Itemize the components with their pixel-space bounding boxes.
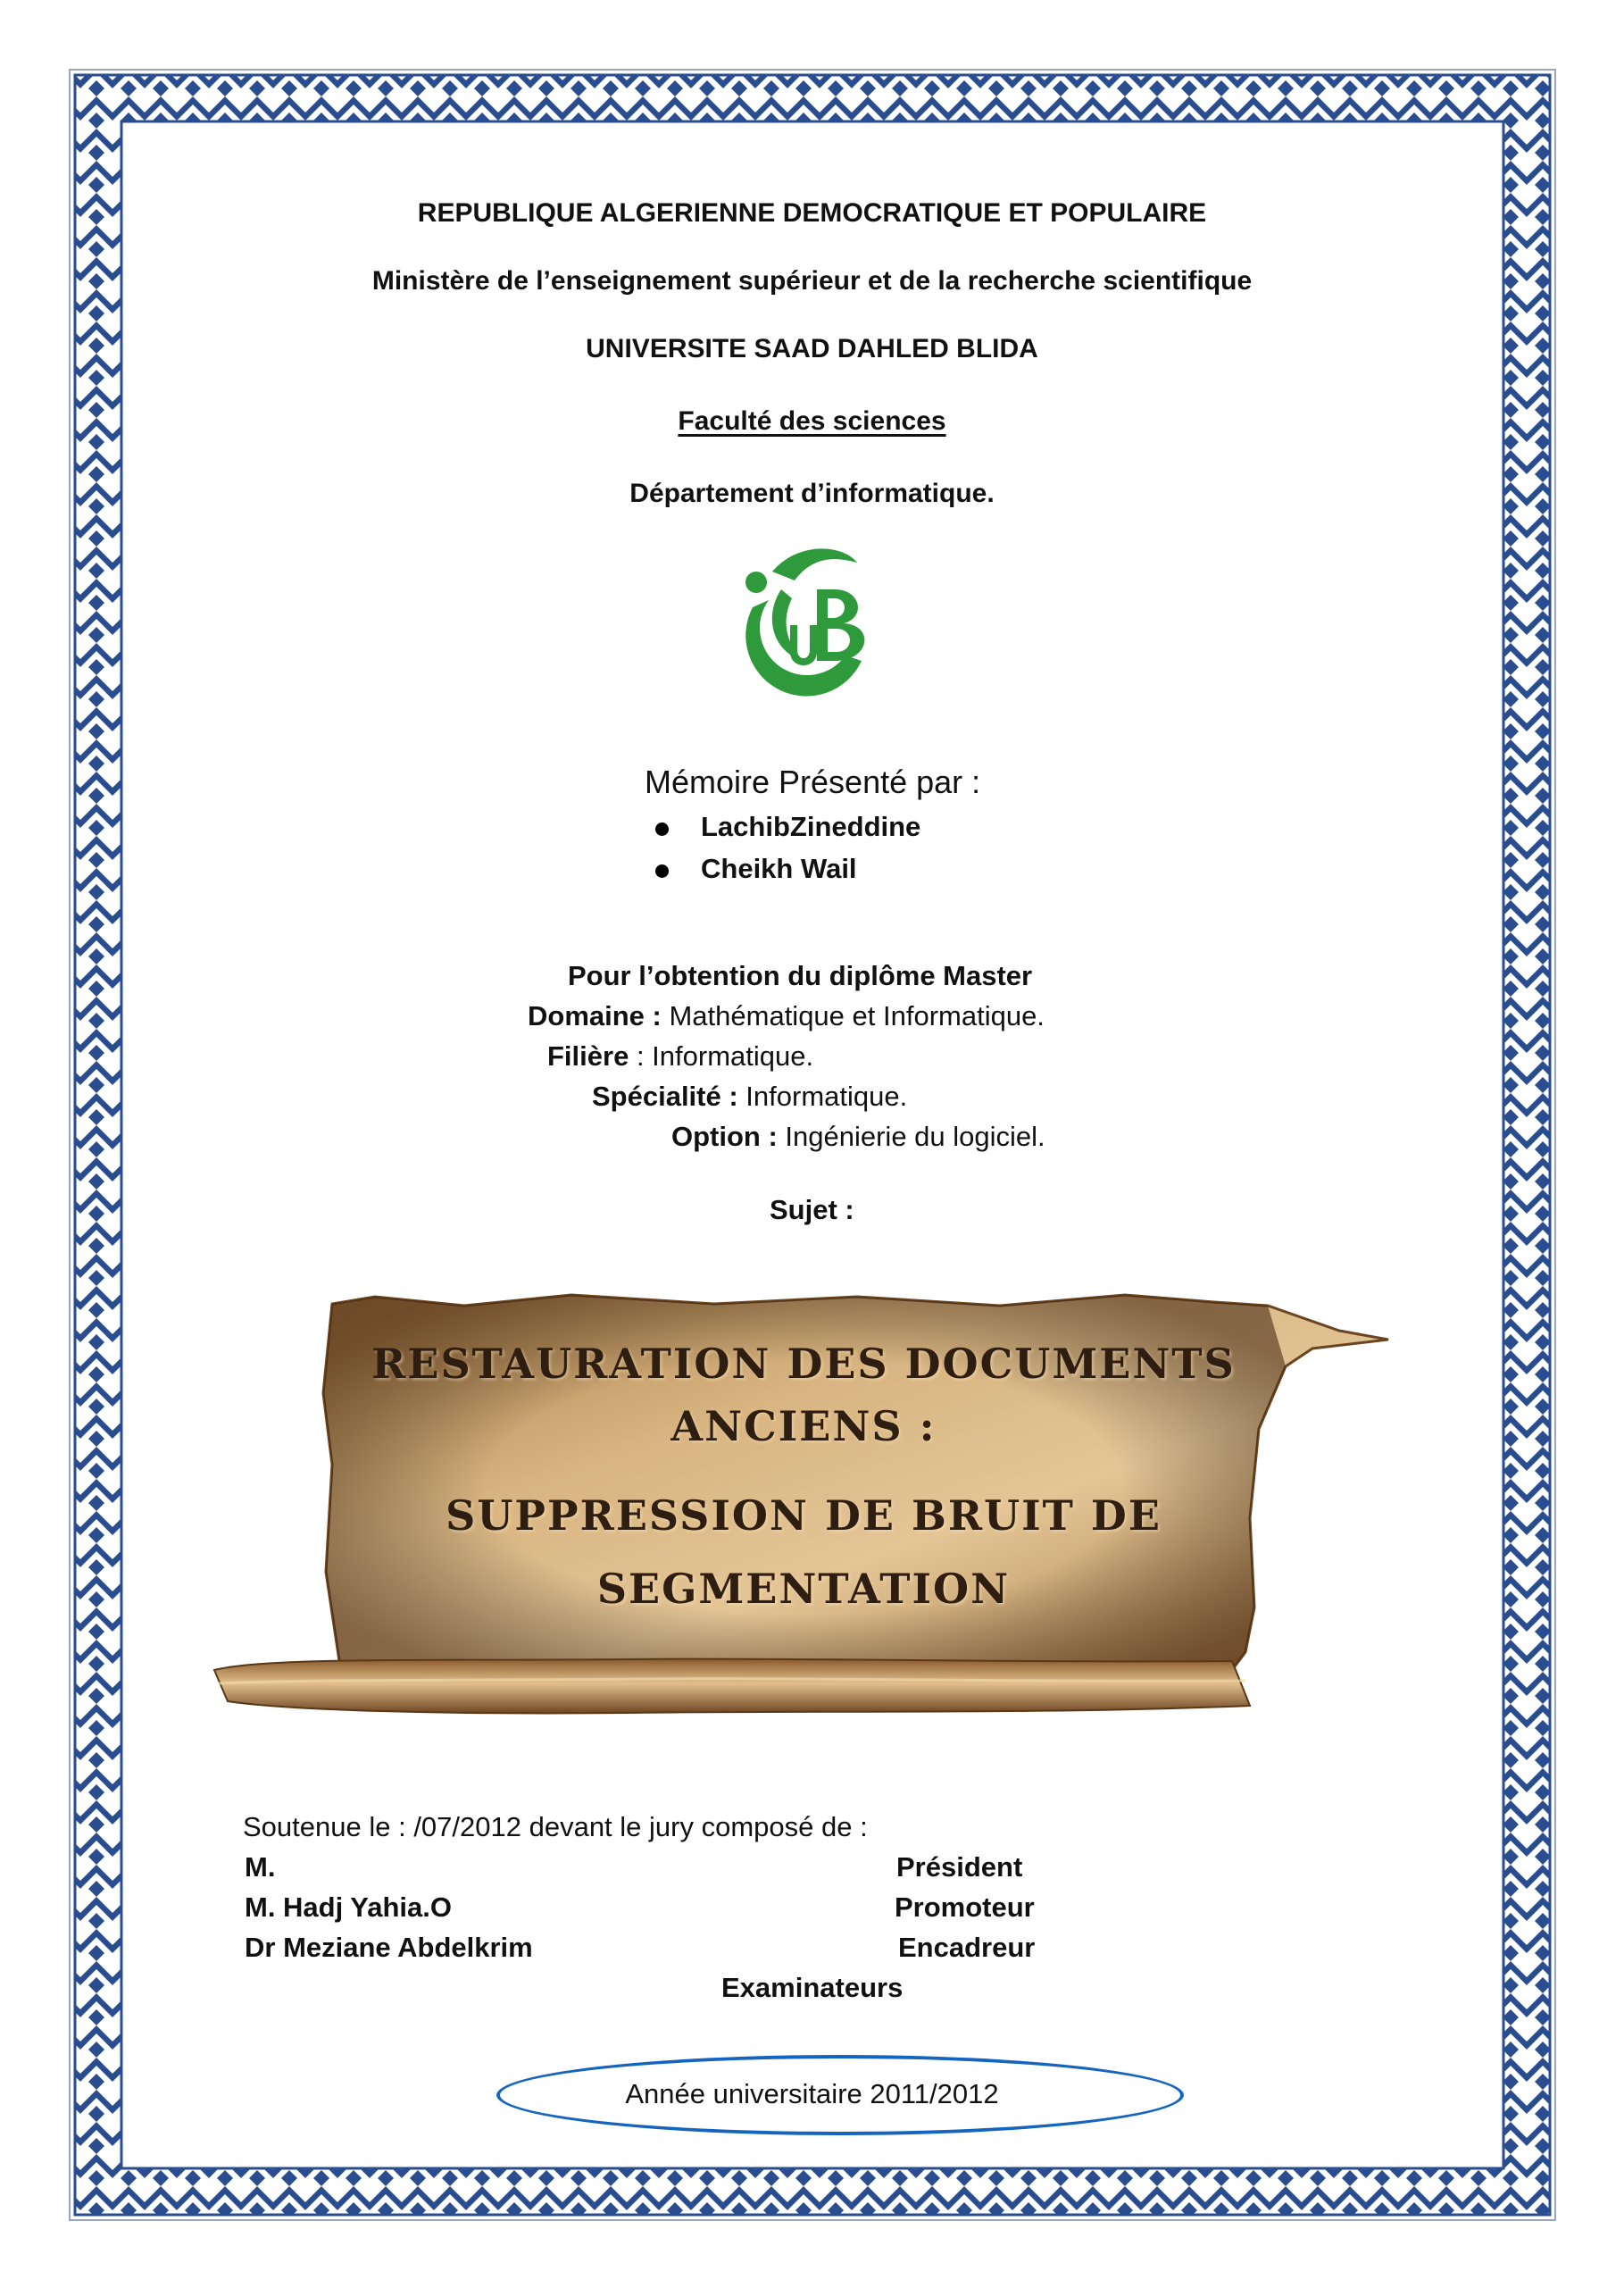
domaine-label: Domaine : — [528, 1000, 662, 1031]
presented-by-label: Mémoire Présenté par : — [645, 764, 981, 800]
filiere-value: : Informatique. — [629, 1040, 814, 1072]
domaine-row — [528, 1000, 1045, 1032]
specialite-label: Spécialité : — [592, 1081, 738, 1112]
university-name: UNIVERSITE SAAD DAHLED BLIDA — [586, 334, 1038, 363]
faculty-name: Faculté des sciences — [678, 406, 946, 436]
author-name: LachibZineddine — [701, 811, 921, 842]
option-value: Ingénierie du logiciel. — [777, 1121, 1045, 1152]
jury-member-role: Président — [896, 1851, 1023, 1883]
subject-line-4: SEGMENTATION — [596, 1565, 1011, 1613]
domaine-value: Mathématique et Informatique. — [661, 1000, 1045, 1031]
sujet-label: Sujet : — [770, 1194, 854, 1225]
republic-title: REPUBLIQUE ALGERIENNE DEMOCRATIQUE ET POPULAIRE — [417, 198, 1207, 228]
specialite-value: Informatique. — [737, 1081, 908, 1112]
subject-line-2: ANCIENS : — [670, 1402, 937, 1450]
filiere-row — [547, 1040, 813, 1073]
filiere-label: Filière — [547, 1040, 629, 1072]
specialite-row — [592, 1081, 907, 1113]
jury-member-name: M. Hadj Yahia.O — [245, 1891, 453, 1923]
option-row — [671, 1121, 1045, 1153]
academic-year: Année universitaire 2011/2012 — [625, 2078, 999, 2109]
bullet-icon — [655, 864, 669, 878]
department-name: Département d’informatique. — [629, 479, 995, 508]
diploma-line: Pour l’obtention du diplôme Master — [568, 960, 1033, 991]
bullet-icon — [655, 823, 669, 836]
option-label: Option : — [671, 1121, 778, 1152]
author-name: Cheikh Wail — [701, 853, 857, 884]
jury-member-role: Encadreur — [898, 1932, 1036, 1963]
jury-member-name: Dr Meziane Abdelkrim — [245, 1932, 533, 1963]
subject-line-3: SUPPRESSION DE BRUIT DE — [446, 1491, 1162, 1540]
examiners-label: Examinateurs — [721, 1972, 904, 2003]
jury-member-name: M. — [245, 1851, 276, 1883]
defense-intro: Soutenue le : /07/2012 devant le jury composé de : — [243, 1811, 868, 1842]
jury-member-role: Promoteur — [895, 1891, 1035, 1923]
ministry-title: Ministère de l’enseignement supérieur et de la recherche scientifique — [371, 266, 1253, 296]
subject-line-1: RESTAURATION DES DOCUMENTS — [371, 1340, 1236, 1388]
